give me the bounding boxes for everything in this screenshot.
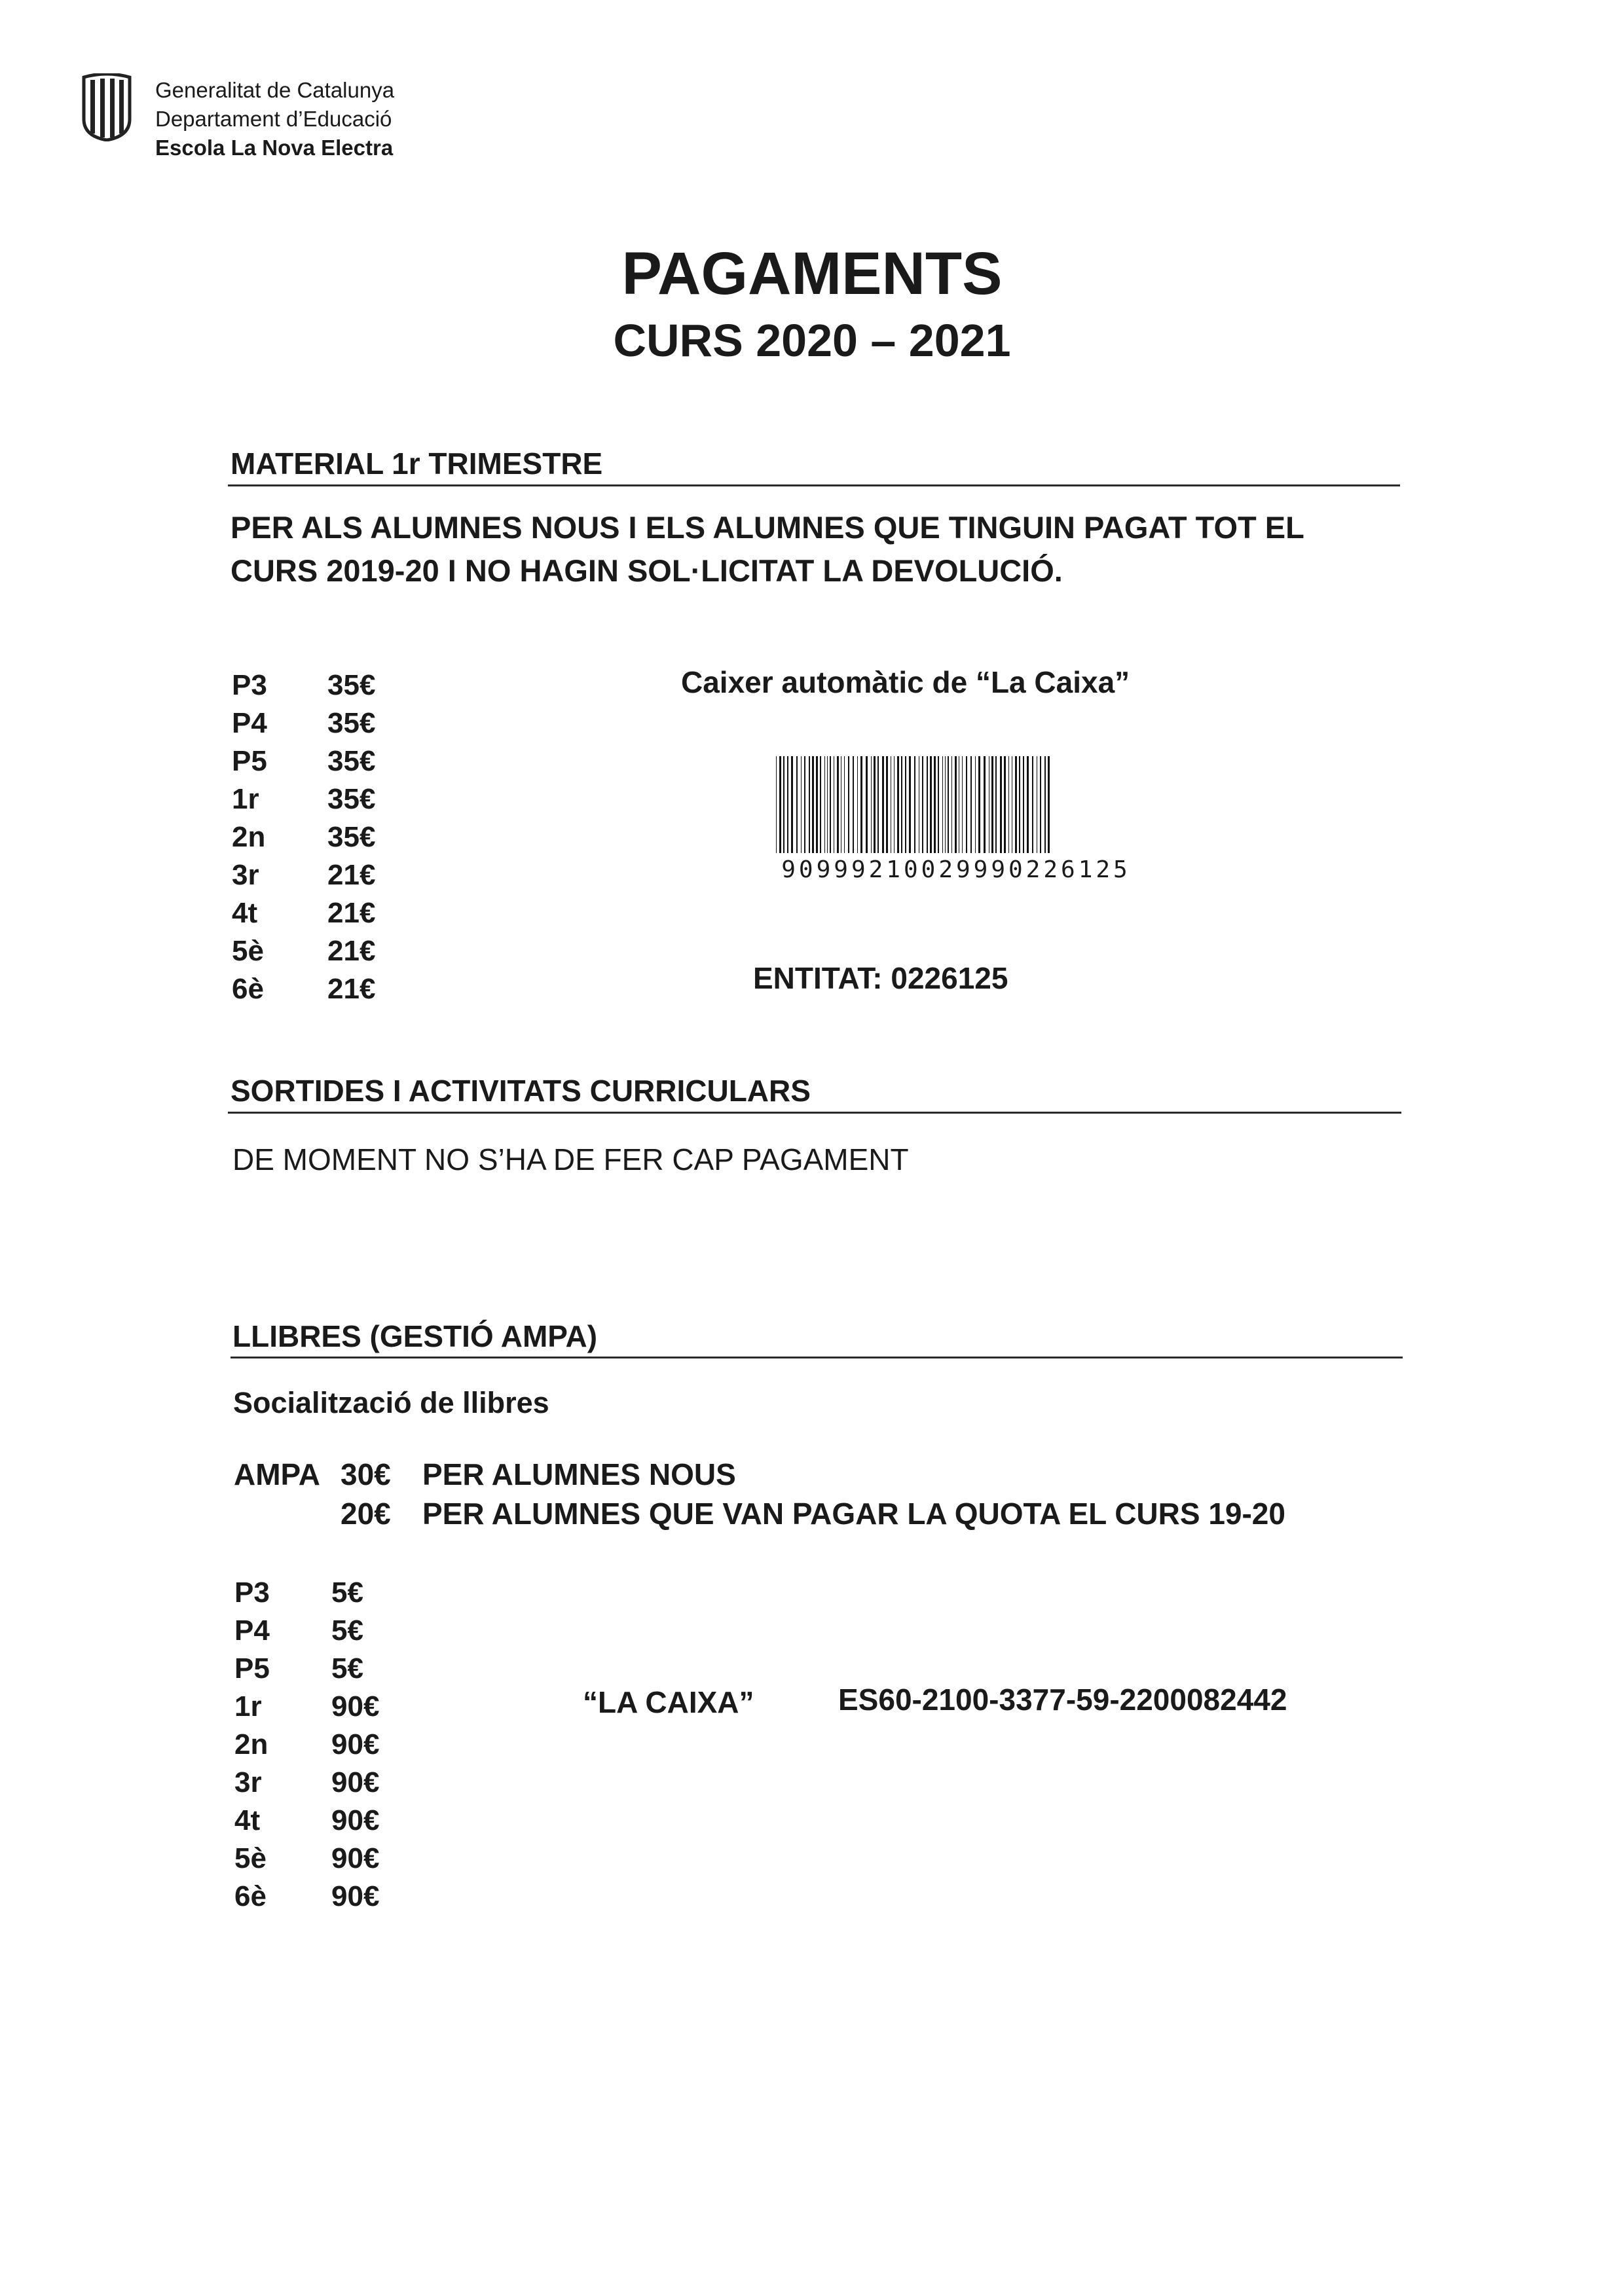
barcode-bar bbox=[1040, 756, 1041, 853]
material-divider bbox=[228, 484, 1400, 486]
outings-divider bbox=[228, 1112, 1401, 1114]
barcode-bar bbox=[848, 756, 849, 853]
entity-code: ENTITAT: 0226125 bbox=[753, 961, 1008, 995]
ampa-new-text: PER ALUMNES NOUS bbox=[422, 1457, 736, 1491]
books-heading: LLIBRES (GESTIÓ AMPA) bbox=[232, 1319, 598, 1353]
books-subheading: Socialització de llibres bbox=[233, 1386, 549, 1419]
barcode-bar bbox=[1000, 756, 1002, 853]
barcode-number: 90999210029990226125 bbox=[781, 856, 1131, 883]
material-note-line2: CURS 2019-20 I NO HAGIN SOL·LICITAT LA DEVOLUCIÓ. bbox=[231, 553, 1063, 588]
barcode-bar bbox=[816, 756, 818, 853]
barcode-bar bbox=[796, 756, 798, 853]
books-divider bbox=[231, 1357, 1403, 1358]
ampa-returning-text: PER ALUMNES QUE VAN PAGAR LA QUOTA EL CURS 19-20 bbox=[422, 1497, 1285, 1531]
outings-note: DE MOMENT NO S’HA DE FER CAP PAGAMENT bbox=[232, 1142, 909, 1176]
barcode-bar bbox=[857, 756, 858, 853]
barcode-bar bbox=[1027, 756, 1029, 853]
barcode-icon bbox=[775, 756, 1139, 853]
barcode-bar bbox=[1015, 756, 1017, 853]
barcode-bar bbox=[1008, 756, 1009, 853]
barcode-bar bbox=[945, 756, 946, 853]
barcode-bar bbox=[927, 756, 928, 853]
barcode-bar bbox=[824, 756, 825, 853]
barcode-bar bbox=[1023, 756, 1024, 853]
barcode-bar bbox=[1032, 756, 1033, 853]
page-title: PAGAMENTS bbox=[621, 240, 1003, 307]
barcode-bar bbox=[1048, 756, 1050, 853]
barcode-bar bbox=[853, 756, 854, 853]
barcode-bar bbox=[897, 756, 899, 853]
outings-heading: SORTIDES I ACTIVITATS CURRICULARS bbox=[231, 1074, 811, 1108]
ampa-new-amount: 30€ bbox=[341, 1457, 391, 1491]
barcode-bar bbox=[886, 756, 888, 853]
ampa-returning-amount: 20€ bbox=[341, 1497, 391, 1531]
barcode-bar bbox=[844, 756, 845, 853]
barcode-bar bbox=[951, 756, 952, 853]
barcode-bar bbox=[779, 756, 781, 853]
material-heading: MATERIAL 1r TRIMESTRE bbox=[231, 446, 603, 481]
barcode-bar bbox=[801, 756, 802, 853]
barcode-bar bbox=[830, 756, 831, 853]
barcode-bar bbox=[930, 756, 932, 853]
header-school: Escola La Nova Electra bbox=[155, 136, 394, 160]
barcode-bar bbox=[804, 756, 805, 853]
bank-name: “LA CAIXA” bbox=[583, 1685, 754, 1719]
barcode-bar bbox=[948, 756, 949, 853]
barcode-bar bbox=[827, 756, 828, 853]
barcode-bar bbox=[995, 756, 997, 853]
barcode-bar bbox=[1044, 756, 1046, 853]
barcode-bar bbox=[874, 756, 876, 853]
barcode-bar bbox=[866, 756, 868, 853]
barcode-bar bbox=[938, 756, 939, 853]
barcode-bar bbox=[776, 756, 777, 853]
barcode-bar bbox=[882, 756, 884, 853]
barcode-bar bbox=[820, 756, 821, 853]
barcode-bar bbox=[1019, 756, 1020, 853]
books-price-list: P3 5€ P4 5€ P5 5€ 1r 90€ 2n 90€ 3r 90€ 4t 90€ 5è 90€ 6è 90€ bbox=[234, 1576, 380, 1912]
barcode-bar bbox=[837, 756, 839, 853]
barcode-bar bbox=[791, 756, 793, 853]
barcode-bar bbox=[1004, 756, 1006, 853]
barcode-bar bbox=[934, 756, 936, 853]
barcode-bar bbox=[901, 756, 902, 853]
barcode-bar bbox=[970, 756, 972, 853]
catalan-flag-emblem-icon bbox=[80, 73, 134, 141]
barcode-bar bbox=[783, 756, 784, 853]
barcode-bar bbox=[978, 756, 980, 853]
barcode-bar bbox=[894, 756, 895, 853]
barcode-bar bbox=[871, 756, 872, 853]
barcode-bar bbox=[922, 756, 923, 853]
barcode-bar bbox=[905, 756, 906, 853]
barcode-bar bbox=[809, 756, 810, 853]
barcode-bar bbox=[991, 756, 993, 853]
ampa-label: AMPA bbox=[234, 1457, 321, 1491]
material-note-line1: PER ALS ALUMNES NOUS I ELS ALUMNES QUE TINGUIN PAGAT TOT EL bbox=[231, 510, 1304, 545]
barcode-bar bbox=[966, 756, 967, 853]
barcode-bar bbox=[984, 756, 986, 853]
barcode-bar bbox=[975, 756, 976, 853]
barcode-bar bbox=[787, 756, 788, 853]
barcode-bar bbox=[955, 756, 957, 853]
material-price-list: P3 35€ P4 35€ P5 35€ 1r 35€ 2n 35€ 3r 21€ 4t 21€ 5è 21€ 6è 21€ bbox=[232, 669, 376, 1005]
barcode-bar bbox=[914, 756, 915, 853]
course-title: CURS 2020 – 2021 bbox=[613, 315, 1011, 366]
barcode-bar bbox=[877, 756, 879, 853]
header-department: Departament d’Educació bbox=[155, 107, 392, 131]
atm-label: Caixer automàtic de “La Caixa” bbox=[681, 665, 1130, 699]
header-government: Generalitat de Catalunya bbox=[155, 78, 395, 102]
barcode-bar bbox=[962, 756, 963, 853]
barcode-bar bbox=[909, 756, 911, 853]
barcode-bar bbox=[942, 756, 943, 853]
barcode-bar bbox=[812, 756, 814, 853]
barcode-bar bbox=[860, 756, 862, 853]
bank-iban: ES60-2100-3377-59-2200082442 bbox=[838, 1683, 1287, 1717]
